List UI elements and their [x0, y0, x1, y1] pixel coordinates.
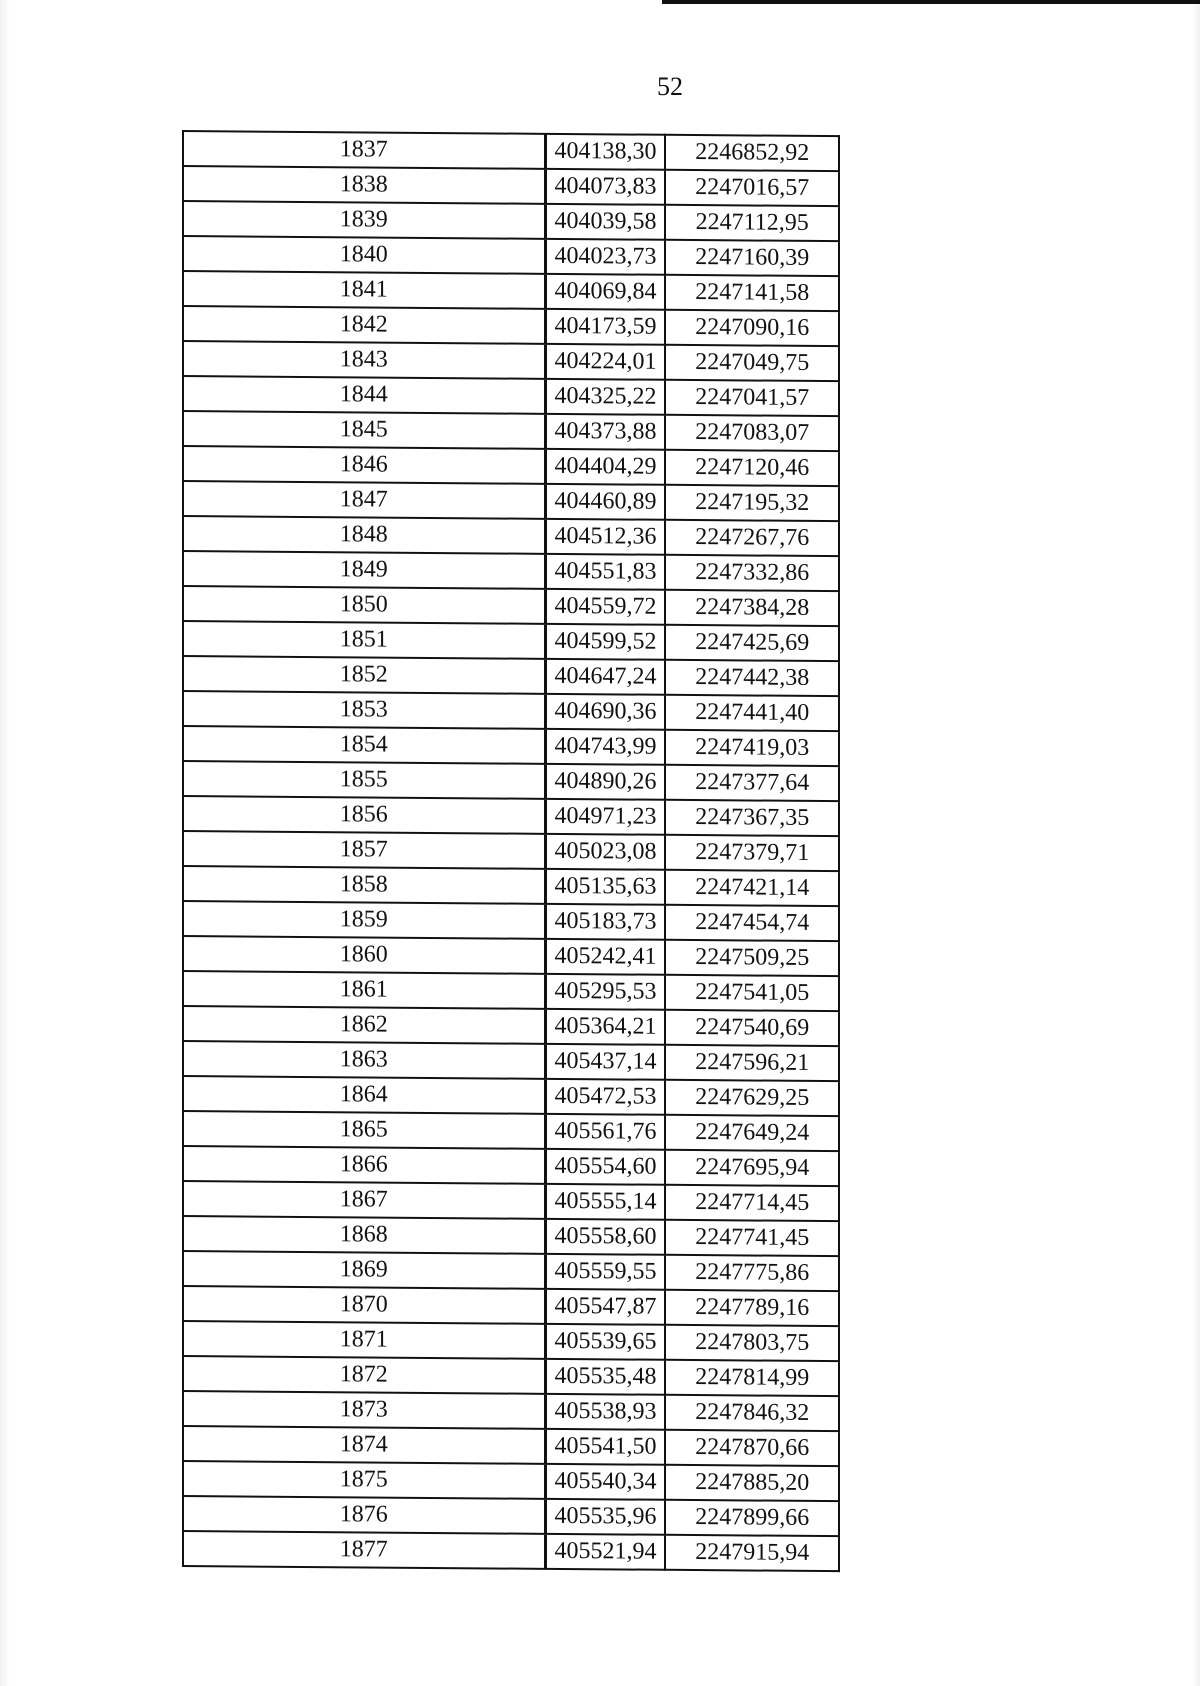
- y-coordinate-cell: 2247870,66: [665, 1430, 839, 1466]
- point-number-cell: 1871: [183, 1321, 545, 1359]
- table-row: [183, 411, 839, 451]
- table-row: [183, 306, 839, 346]
- x-coordinate-cell: 404690,36: [545, 694, 665, 730]
- point-number-cell: 1877: [183, 1531, 545, 1569]
- x-coordinate-cell: 404647,24: [545, 659, 665, 695]
- point-number-cell: 1852: [183, 656, 545, 694]
- table-row: [183, 271, 839, 311]
- y-coordinate-cell: 2247379,71: [665, 835, 839, 871]
- table-row: [183, 971, 839, 1011]
- y-coordinate-cell: 2247041,57: [665, 380, 839, 416]
- x-coordinate-cell: 405364,21: [545, 1009, 665, 1045]
- scan-right-edge: [1192, 0, 1200, 1686]
- table-row: [183, 656, 839, 696]
- point-number-cell: 1841: [183, 271, 545, 309]
- x-coordinate-cell: 404512,36: [545, 519, 665, 555]
- point-number-cell: 1850: [183, 586, 545, 624]
- point-number-cell: 1876: [183, 1496, 545, 1534]
- y-coordinate-cell: 2247454,74: [665, 905, 839, 941]
- y-coordinate-cell: 2247885,20: [665, 1465, 839, 1501]
- y-coordinate-cell: 2247441,40: [665, 695, 839, 731]
- y-coordinate-cell: 2247141,58: [665, 275, 839, 311]
- point-number-cell: 1860: [183, 936, 545, 974]
- table-row: [183, 1111, 839, 1151]
- y-coordinate-cell: 2247814,99: [665, 1360, 839, 1396]
- table-row: [183, 1496, 839, 1536]
- point-number-cell: 1847: [183, 481, 545, 519]
- x-coordinate-cell: 405183,73: [545, 904, 665, 940]
- table-row: [183, 1321, 839, 1361]
- y-coordinate-cell: 2247112,95: [665, 205, 839, 241]
- x-coordinate-cell: 405547,87: [545, 1289, 665, 1325]
- table-row: [183, 1356, 839, 1396]
- y-coordinate-cell: 2247741,45: [665, 1220, 839, 1256]
- point-number-cell: 1839: [183, 201, 545, 239]
- point-number-cell: 1870: [183, 1286, 545, 1324]
- header-rule: [662, 0, 1200, 4]
- table-row: [183, 726, 839, 766]
- point-number-cell: 1858: [183, 866, 545, 904]
- point-number-cell: 1840: [183, 236, 545, 274]
- x-coordinate-cell: 404551,83: [545, 554, 665, 590]
- table-row: [183, 1041, 839, 1081]
- y-coordinate-cell: 2246852,92: [665, 135, 839, 171]
- table-row: [183, 1076, 839, 1116]
- y-coordinate-cell: 2247803,75: [665, 1325, 839, 1361]
- y-coordinate-cell: 2247016,57: [665, 170, 839, 206]
- table-row: [183, 551, 839, 591]
- y-coordinate-cell: 2247195,32: [665, 485, 839, 521]
- y-coordinate-cell: 2247267,76: [665, 520, 839, 556]
- point-number-cell: 1869: [183, 1251, 545, 1289]
- table-row: [183, 376, 839, 416]
- point-number-cell: 1838: [183, 166, 545, 204]
- y-coordinate-cell: 2247049,75: [665, 345, 839, 381]
- y-coordinate-cell: 2247421,14: [665, 870, 839, 906]
- y-coordinate-cell: 2247789,16: [665, 1290, 839, 1326]
- x-coordinate-cell: 405437,14: [545, 1044, 665, 1080]
- x-coordinate-cell: 404559,72: [545, 589, 665, 625]
- point-number-cell: 1865: [183, 1111, 545, 1149]
- point-number-cell: 1875: [183, 1461, 545, 1499]
- table-row: [183, 1146, 839, 1186]
- x-coordinate-cell: 404460,89: [545, 484, 665, 520]
- x-coordinate-cell: 405561,76: [545, 1114, 665, 1150]
- table-row: [183, 1216, 839, 1256]
- table-row: [183, 796, 839, 836]
- table-row: [183, 691, 839, 731]
- x-coordinate-cell: 404404,29: [545, 449, 665, 485]
- x-coordinate-cell: 404971,23: [545, 799, 665, 835]
- point-number-cell: 1862: [183, 1006, 545, 1044]
- x-coordinate-cell: 405295,53: [545, 974, 665, 1010]
- table-row: [183, 516, 839, 556]
- y-coordinate-cell: 2247425,69: [665, 625, 839, 661]
- x-coordinate-cell: 405135,63: [545, 869, 665, 905]
- table-row: [183, 1391, 839, 1431]
- point-number-cell: 1859: [183, 901, 545, 939]
- y-coordinate-cell: 2247332,86: [665, 555, 839, 591]
- x-coordinate-cell: 405242,41: [545, 939, 665, 975]
- table-row: [183, 761, 839, 801]
- table-row: [183, 446, 839, 486]
- point-number-cell: 1843: [183, 341, 545, 379]
- x-coordinate-cell: 404599,52: [545, 624, 665, 660]
- table-row: [183, 586, 839, 626]
- point-number-cell: 1844: [183, 376, 545, 414]
- point-number-cell: 1854: [183, 726, 545, 764]
- y-coordinate-cell: 2247541,05: [665, 975, 839, 1011]
- point-number-cell: 1857: [183, 831, 545, 869]
- point-number-cell: 1851: [183, 621, 545, 659]
- table-row: [183, 341, 839, 381]
- x-coordinate-cell: 405541,50: [545, 1429, 665, 1465]
- y-coordinate-cell: 2247915,94: [665, 1535, 839, 1571]
- y-coordinate-cell: 2247846,32: [665, 1395, 839, 1431]
- x-coordinate-cell: 404069,84: [545, 274, 665, 310]
- x-coordinate-cell: 404224,01: [545, 344, 665, 380]
- table-row: [183, 1461, 839, 1501]
- point-number-cell: 1837: [183, 131, 545, 169]
- x-coordinate-cell: 405555,14: [545, 1184, 665, 1220]
- y-coordinate-cell: 2247596,21: [665, 1045, 839, 1081]
- x-coordinate-cell: 404890,26: [545, 764, 665, 800]
- table-row: [183, 936, 839, 976]
- y-coordinate-cell: 2247714,45: [665, 1185, 839, 1221]
- y-coordinate-cell: 2247649,24: [665, 1115, 839, 1151]
- x-coordinate-cell: 405559,55: [545, 1254, 665, 1290]
- x-coordinate-cell: 405540,34: [545, 1464, 665, 1500]
- x-coordinate-cell: 405023,08: [545, 834, 665, 870]
- point-number-cell: 1853: [183, 691, 545, 729]
- y-coordinate-cell: 2247775,86: [665, 1255, 839, 1291]
- x-coordinate-cell: 404023,73: [545, 239, 665, 275]
- x-coordinate-cell: 405539,65: [545, 1324, 665, 1360]
- table-row: [183, 1251, 839, 1291]
- x-coordinate-cell: 405535,96: [545, 1499, 665, 1535]
- table-row: [183, 831, 839, 871]
- table-row: [183, 236, 839, 276]
- point-number-cell: 1866: [183, 1146, 545, 1184]
- x-coordinate-cell: 404073,83: [545, 169, 665, 205]
- point-number-cell: 1855: [183, 761, 545, 799]
- y-coordinate-cell: 2247367,35: [665, 800, 839, 836]
- table-row: [183, 1181, 839, 1221]
- point-number-cell: 1856: [183, 796, 545, 834]
- table-row: [183, 1006, 839, 1046]
- table-row: [183, 866, 839, 906]
- scan-left-edge: [0, 0, 10, 1686]
- table-row: [183, 1426, 839, 1466]
- point-number-cell: 1848: [183, 516, 545, 554]
- point-number-cell: 1867: [183, 1181, 545, 1219]
- x-coordinate-cell: 405535,48: [545, 1359, 665, 1395]
- point-number-cell: 1864: [183, 1076, 545, 1114]
- x-coordinate-cell: 404743,99: [545, 729, 665, 765]
- x-coordinate-cell: 404039,58: [545, 204, 665, 240]
- x-coordinate-cell: 405558,60: [545, 1219, 665, 1255]
- point-number-cell: 1873: [183, 1391, 545, 1429]
- x-coordinate-cell: 404373,88: [545, 414, 665, 450]
- y-coordinate-cell: 2247629,25: [665, 1080, 839, 1116]
- y-coordinate-cell: 2247083,07: [665, 415, 839, 451]
- table-row: [183, 481, 839, 521]
- point-number-cell: 1845: [183, 411, 545, 449]
- table-row: [183, 1531, 839, 1571]
- x-coordinate-cell: 405538,93: [545, 1394, 665, 1430]
- x-coordinate-cell: 404138,30: [545, 134, 665, 170]
- y-coordinate-cell: 2247377,64: [665, 765, 839, 801]
- y-coordinate-cell: 2247899,66: [665, 1500, 839, 1536]
- x-coordinate-cell: 405554,60: [545, 1149, 665, 1185]
- table-row: [183, 166, 839, 206]
- y-coordinate-cell: 2247384,28: [665, 590, 839, 626]
- y-coordinate-cell: 2247509,25: [665, 940, 839, 976]
- point-number-cell: 1842: [183, 306, 545, 344]
- coordinates-table-body: [183, 131, 839, 1571]
- point-number-cell: 1861: [183, 971, 545, 1009]
- point-number-cell: 1872: [183, 1356, 545, 1394]
- x-coordinate-cell: 405472,53: [545, 1079, 665, 1115]
- table-row: [183, 901, 839, 941]
- coordinates-table: [182, 130, 840, 1572]
- x-coordinate-cell: 404325,22: [545, 379, 665, 415]
- point-number-cell: 1849: [183, 551, 545, 589]
- point-number-cell: 1846: [183, 446, 545, 484]
- x-coordinate-cell: 405521,94: [545, 1534, 665, 1570]
- y-coordinate-cell: 2247540,69: [665, 1010, 839, 1046]
- y-coordinate-cell: 2247160,39: [665, 240, 839, 276]
- y-coordinate-cell: 2247120,46: [665, 450, 839, 486]
- y-coordinate-cell: 2247090,16: [665, 310, 839, 346]
- point-number-cell: 1868: [183, 1216, 545, 1254]
- y-coordinate-cell: 2247695,94: [665, 1150, 839, 1186]
- x-coordinate-cell: 404173,59: [545, 309, 665, 345]
- table-row: [183, 1286, 839, 1326]
- page-number: 52: [657, 72, 683, 101]
- table-row: [183, 201, 839, 241]
- point-number-cell: 1874: [183, 1426, 545, 1464]
- y-coordinate-cell: 2247419,03: [665, 730, 839, 766]
- table-row: [183, 131, 839, 171]
- y-coordinate-cell: 2247442,38: [665, 660, 839, 696]
- point-number-cell: 1863: [183, 1041, 545, 1079]
- table-row: [183, 621, 839, 661]
